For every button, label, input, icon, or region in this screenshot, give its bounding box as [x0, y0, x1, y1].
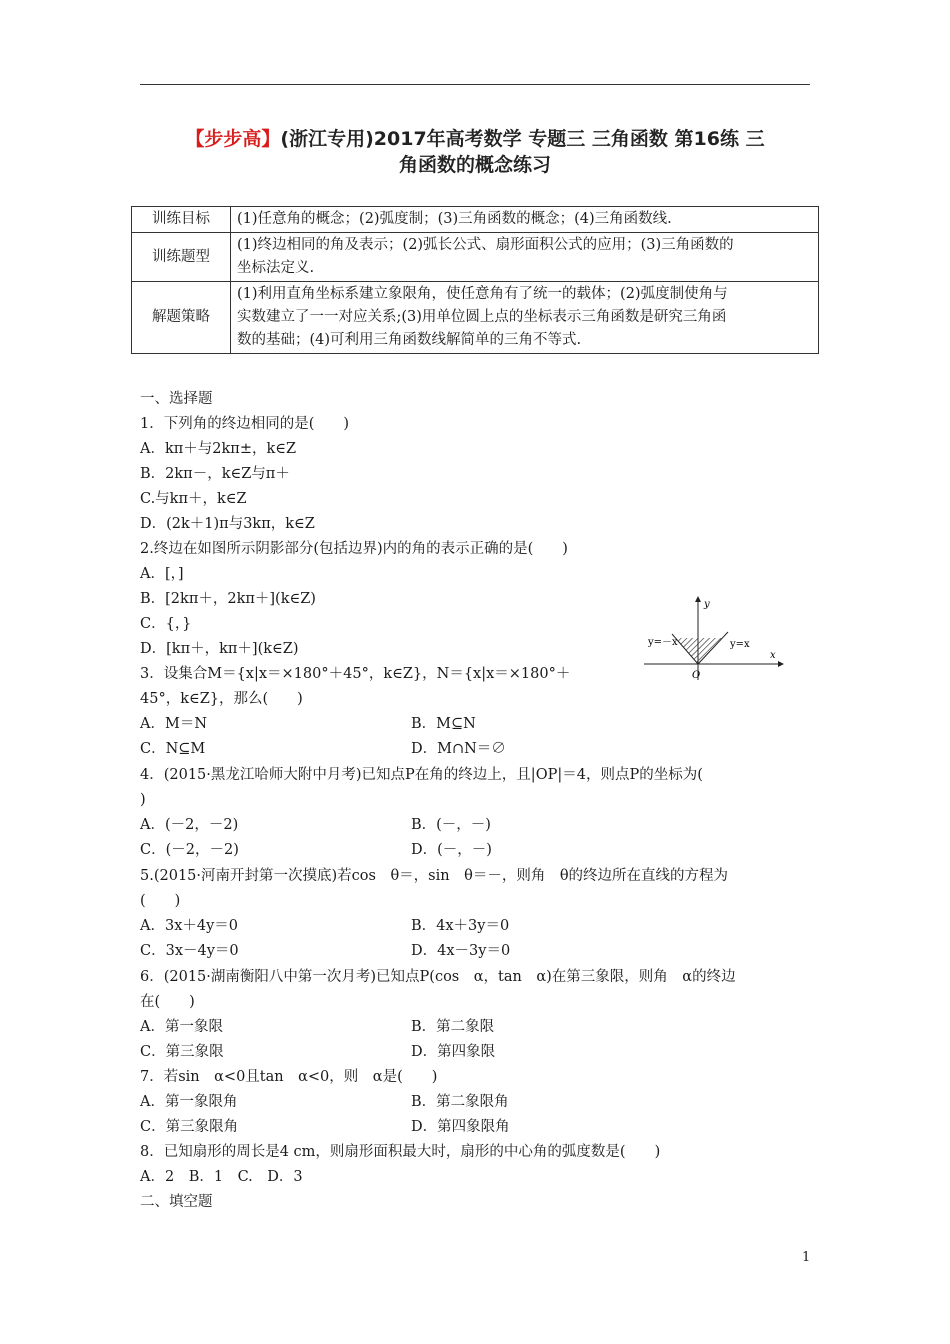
row-label: 训练目标: [132, 207, 231, 233]
question-5-option-a: A．3x＋4y＝0: [140, 918, 239, 934]
question-4-option-d: D．(－，－): [411, 842, 492, 858]
question-2-option-a: A．[，]: [140, 566, 184, 582]
question-2-option-c: C．{，}: [140, 616, 192, 632]
table-row: [132, 233, 819, 282]
row-label: 训练题型: [132, 233, 231, 282]
question-5-option-c: C．3x－4y＝0: [140, 943, 239, 959]
y-axis-arrow-icon: [695, 596, 701, 602]
question-6-option-b: B．第二象限: [411, 1019, 495, 1035]
question-6-option-d: D．第四象限: [411, 1044, 496, 1060]
title-line1: (浙江专用)2017年高考数学 专题三 三角函数 第16练 三: [280, 128, 765, 150]
question-3-stem-cont: 45°，k∈Z}，那么( ): [140, 691, 303, 707]
question-1-stem: 1．下列角的终边相同的是( ): [140, 416, 350, 432]
question-2-option-b: B．[2kπ＋，2kπ＋](k∈Z): [140, 591, 316, 607]
question-4-stem: 4．(2015·黑龙江哈师大附中月考)已知点P在角的终边上，且|OP|＝4，则点P的坐标为(: [140, 767, 703, 783]
question-3-option-a: A．M＝N: [140, 716, 208, 732]
row-text: (1)利用直角坐标系建立象限角，使任意角有了统一的载体；(2)弧度制使角与: [237, 286, 728, 302]
page-number: 1: [802, 1250, 811, 1265]
question-8-stem: 8．已知扇形的周长是4 cm，则扇形面积最大时，扇形的中心角的弧度数是( ): [140, 1144, 661, 1160]
question-1-option-d: D．(2k＋1)π与3kπ，k∈Z: [140, 516, 315, 532]
row-content: [231, 282, 819, 354]
training-info-table: [131, 206, 819, 354]
question-7-option-c: C．第三象限角: [140, 1119, 239, 1135]
question-3-stem: 3．设集合M＝{x|x＝×180°＋45°，k∈Z}，N＝{x|x＝×180°＋: [140, 666, 571, 682]
row-label: 解题策略: [132, 282, 231, 354]
question-4-stem-cont: ): [140, 792, 146, 808]
question-1-option-b: B．2kπ－，k∈Z与π＋: [140, 466, 290, 482]
question-7-stem: 7．若sin α<0且tan α<0，则 α是( ): [140, 1069, 438, 1085]
question-2-stem: 2.终边在如图所示阴影部分(包括边界)内的角的表示正确的是( ): [140, 541, 568, 557]
question-7-option-d: D．第四象限角: [411, 1119, 510, 1135]
header-rule: [140, 84, 810, 85]
question-7-option-b: B．第二象限角: [411, 1094, 509, 1110]
question-1-option-a: A．kπ＋与2kπ±，k∈Z: [140, 441, 297, 457]
question-5-option-d: D．4x－3y＝0: [411, 943, 511, 959]
row-text: 数的基础；(4)可利用三角函数线解简单的三角不等式.: [237, 332, 582, 348]
question-3-option-d: D．M∩N＝∅: [411, 741, 506, 757]
question-8-options: A．2 B．1 C. D．3: [140, 1169, 303, 1185]
question-5-stem-cont: ( ): [140, 893, 181, 909]
row-text: (1)终边相同的角及表示；(2)弧长公式、扇形面积公式的应用；(3)三角函数的: [237, 237, 734, 253]
table-row: [132, 282, 819, 354]
shaded-angle-figure: [640, 594, 790, 684]
question-4-option-a: A．(－2，－2): [140, 817, 239, 833]
shaded-region: [676, 638, 722, 664]
question-5-stem: 5.(2015·河南开封第一次摸底)若cos θ＝，sin θ＝－，则角 θ的终边所在直线的方程为: [140, 868, 729, 884]
section-heading: 一、选择题: [140, 391, 213, 407]
question-4-option-b: B．(－，－): [411, 817, 491, 833]
question-5-option-b: B．4x＋3y＝0: [411, 918, 510, 934]
question-6-stem: 6．(2015·湖南衡阳八中第一次月考)已知点P(cos α，tan α)在第三象限，则角 α的终边: [140, 969, 736, 985]
document-title: [140, 126, 810, 178]
title-brand: 【步步高】: [185, 128, 281, 150]
origin-label: O: [692, 670, 701, 681]
question-2-option-d: D．[kπ＋，kπ＋](k∈Z): [140, 641, 299, 657]
x-label: x: [770, 650, 776, 661]
row-text: (1)任意角的概念；(2)弧度制；(3)三角函数的概念；(4)三角函数线.: [237, 211, 672, 227]
question-6-option-a: A．第一象限: [140, 1019, 223, 1035]
row-text: 坐标法定义.: [237, 260, 315, 276]
question-1-option-c: C.与kπ＋，k∈Z: [140, 491, 247, 507]
x-axis-arrow-icon: [778, 661, 784, 667]
line-label-right: y=x: [730, 639, 750, 650]
table-row: [132, 207, 819, 233]
row-content: [231, 233, 819, 282]
section-heading: 二、填空题: [140, 1194, 213, 1210]
question-6-stem-cont: 在( ): [140, 994, 195, 1010]
row-content: [231, 207, 819, 233]
line-label-left: y=－x: [648, 637, 678, 648]
question-3-option-b: B．M⊆N: [411, 716, 476, 732]
question-4-option-c: C．(－2，－2): [140, 842, 239, 858]
question-7-option-a: A．第一象限角: [140, 1094, 238, 1110]
question-3-option-c: C．N⊆M: [140, 741, 206, 757]
title-line2: 角函数的概念练习: [398, 154, 551, 176]
row-text: 实数建立了一一对应关系;(3)用单位圆上点的坐标表示三角函数是研究三角函: [237, 309, 727, 325]
y-label: y: [704, 599, 710, 610]
coordinate-diagram: [640, 594, 790, 684]
question-6-option-c: C．第三象限: [140, 1044, 224, 1060]
